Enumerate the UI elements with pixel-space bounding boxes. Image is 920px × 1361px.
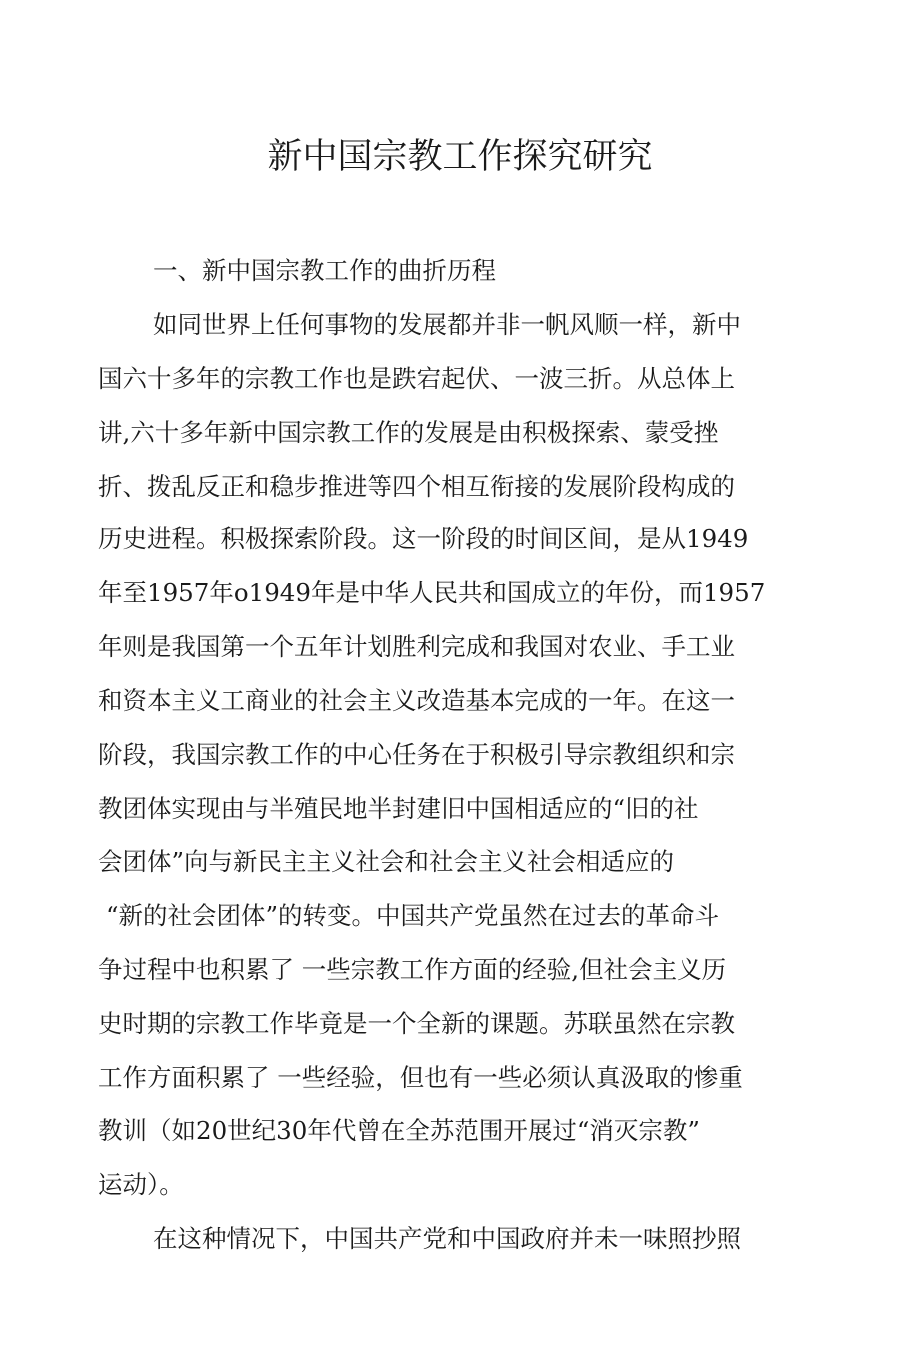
paragraph-line: 史时期的宗教工作毕竟是一个全新的课题。苏联虽然在宗教 xyxy=(98,1009,735,1038)
section-heading: 一、新中国宗教工作的曲折历程 xyxy=(153,256,496,285)
paragraph-line: 国六十多年的宗教工作也是跌宕起伏、一波三折。从总体上 xyxy=(98,364,735,393)
paragraph-line: 运动）。 xyxy=(98,1170,184,1199)
paragraph-line: 和资本主义工商业的社会主义改造基本完成的一年。在这一 xyxy=(98,686,735,715)
paragraph-line: 年则是我国第一个五年计划胜利完成和我国对农业、手工业 xyxy=(98,632,735,661)
paragraph-line: 讲,六十多年新中国宗教工作的发展是由积极探索、蒙受挫 xyxy=(98,418,719,447)
paragraph-line: 教训（如20世纪30年代曾在全苏范围开展过“消灭宗教” xyxy=(98,1116,700,1145)
document-title: 新中国宗教工作探究研究 xyxy=(267,137,653,177)
paragraph-line: 如同世界上任何事物的发展都并非一帆风顺一样，新中 xyxy=(153,310,741,339)
paragraph-line: “新的社会团体”的转变。中国共产党虽然在过去的革命斗 xyxy=(106,901,720,930)
paragraph-line: 争过程中也积累了 一些宗教工作方面的经验,但社会主义历 xyxy=(98,955,727,984)
paragraph-line: 折、拨乱反正和稳步推进等四个相互衔接的发展阶段构成的 xyxy=(98,472,735,501)
paragraph-line: 在这种情况下，中国共产党和中国政府并未一味照抄照 xyxy=(153,1224,741,1253)
paragraph-line: 年至1957年o1949年是中华人民共和国成立的年份，而1957 xyxy=(98,578,766,607)
paragraph-line: 会团体”向与新民主主义社会和社会主义社会相适应的 xyxy=(98,847,675,876)
paragraph-line: 阶段，我国宗教工作的中心任务在于积极引导宗教组织和宗 xyxy=(98,740,735,769)
paragraph-line: 教团体实现由与半殖民地半封建旧中国相适应的“旧的社 xyxy=(98,794,699,823)
paragraph-line: 工作方面积累了 一些经验，但也有一些必须认真汲取的惨重 xyxy=(98,1063,743,1092)
paragraph-line: 历史进程。积极探索阶段。这一阶段的时间区间，是从1949 xyxy=(98,524,749,553)
